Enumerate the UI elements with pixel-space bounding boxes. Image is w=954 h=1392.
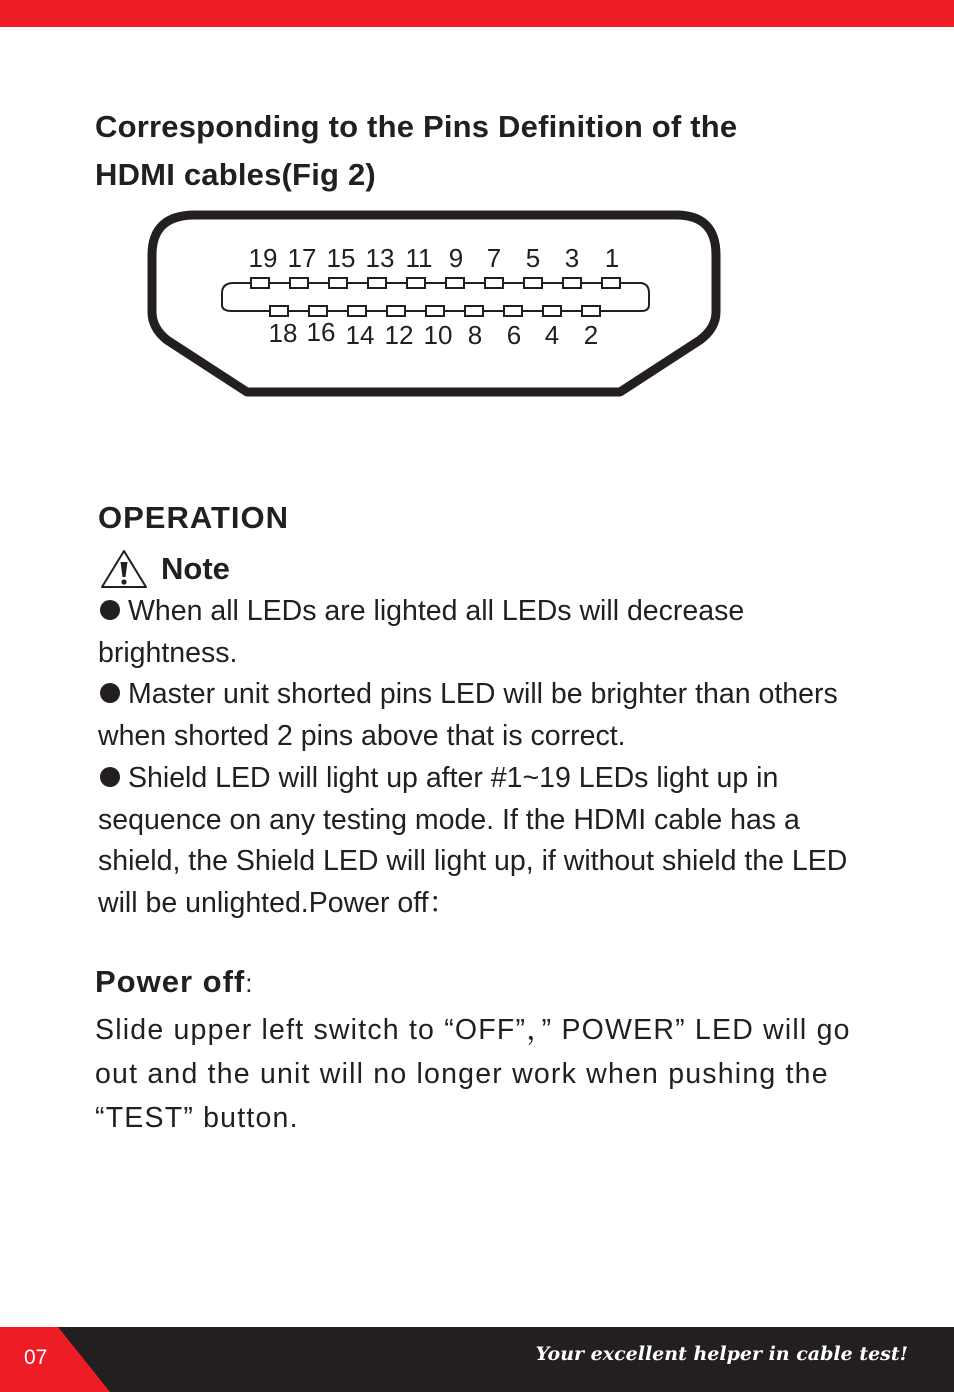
hdmi-pin: [524, 278, 542, 288]
pin-number-label: 19: [248, 243, 278, 273]
pin-number-label: 14: [345, 320, 375, 350]
hdmi-pin: [368, 278, 386, 288]
hdmi-pin: [329, 278, 347, 288]
note-label: Note: [161, 551, 230, 586]
warning-triangle-icon: [100, 548, 148, 590]
pin-number-label: 3: [564, 243, 580, 273]
bullet-dot-icon: [100, 683, 120, 703]
top-pin-row: [251, 278, 620, 288]
power-off-body: Slide upper left switch to “OFF”，” POWER” LED will go out and the unit will no longer work when pushing the “TEST” button.: [95, 1014, 851, 1134]
power-off-heading: [95, 964, 253, 1000]
bullet-dot-icon: [100, 767, 120, 787]
bullet-text: When all LEDs are lighted all LEDs will decrease brightness.: [98, 595, 745, 669]
top-pin-labels: [249, 243, 620, 273]
pin-number-label: 2: [583, 320, 599, 350]
pin-number-label: 10: [423, 320, 453, 350]
pin-rail-bottom: [222, 305, 649, 311]
hdmi-pin: [465, 306, 483, 316]
bullet-text: Master unit shorted pins LED will be brighter than others when shorted 2 pins above that is correct.: [98, 678, 838, 753]
pin-number-label: 8: [467, 320, 483, 350]
list-item: [98, 674, 858, 757]
bullet-dot-icon: [100, 600, 120, 620]
hdmi-pin: [602, 278, 620, 288]
hdmi-pin: [251, 278, 269, 288]
pin-number-label: 15: [326, 243, 356, 273]
pin-number-label: 7: [486, 243, 502, 273]
hdmi-pin: [563, 278, 581, 288]
hdmi-pin: [582, 306, 600, 316]
bottom-pin-labels: [269, 317, 599, 350]
pin-number-label: 5: [525, 243, 541, 273]
page-title: [95, 103, 855, 199]
title-line-1: Corresponding to the Pins Definition of the: [95, 109, 738, 144]
hdmi-pin: [387, 306, 405, 316]
hdmi-pin: [407, 278, 425, 288]
footer-tagline: Your excellent helper in cable test!: [535, 1343, 908, 1365]
power-off-colon: :: [245, 968, 254, 998]
list-item: [98, 591, 858, 674]
hdmi-pin: [309, 306, 327, 316]
pin-number-label: 1: [604, 243, 620, 273]
hdmi-pin: [543, 306, 561, 316]
hdmi-pin: [446, 278, 464, 288]
hdmi-pin: [348, 306, 366, 316]
pin-number-label: 4: [544, 320, 560, 350]
top-accent-bar: [0, 0, 954, 27]
hdmi-pin: [426, 306, 444, 316]
hdmi-pin: [504, 306, 522, 316]
pin-number-label: 18: [268, 318, 298, 348]
note-bullet-list: [98, 591, 858, 925]
connector-outline: [152, 215, 716, 392]
pin-rail-top: [222, 283, 649, 305]
hdmi-pin: [270, 306, 288, 316]
pin-number-label: 16: [306, 317, 336, 347]
power-off-heading-text: Power off: [95, 964, 246, 999]
operation-heading: OPERATION: [98, 500, 289, 535]
pin-number-label: 13: [365, 243, 395, 273]
pin-number-label: 6: [506, 320, 522, 350]
pin-number-label: 9: [448, 243, 464, 273]
pin-number-label: 12: [384, 320, 414, 350]
pin-number-label: 11: [405, 243, 433, 273]
title-line-2: HDMI cables(Fig 2): [95, 157, 376, 192]
list-item: [98, 758, 858, 925]
bottom-pin-row: [270, 306, 600, 316]
hdmi-pin: [485, 278, 503, 288]
bullet-text: Shield LED will light up after #1~19 LEDs light up in sequence on any testing mode. If the HDMI cable has a shield, the Shield LED will light up, if without shield the LED will be unlighted.Power off：: [98, 761, 848, 919]
hdmi-pin: [290, 278, 308, 288]
pin-number-label: 17: [287, 243, 317, 273]
page-number: 07: [24, 1346, 48, 1369]
